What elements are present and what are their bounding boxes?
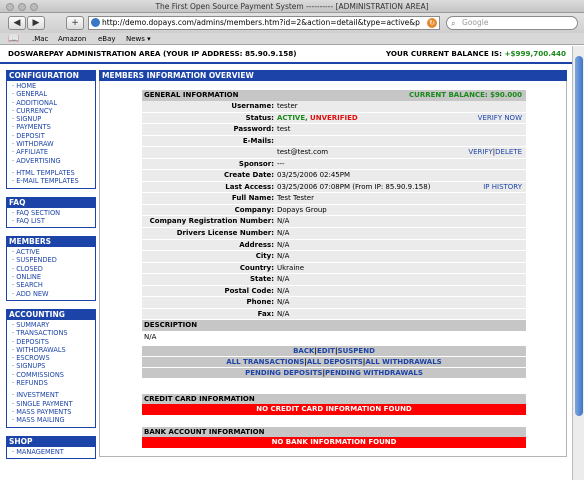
sidebar-item-escrows[interactable]: · ESCROWS [12,354,50,363]
sidebar-heading-configuration: CONFIGURATION [6,70,96,81]
verify-now-link[interactable]: VERIFY NOW [477,113,522,122]
info-row-username [142,101,526,113]
full-name-value: Test Tester [277,194,314,203]
emails-label: E-Mails: [242,136,274,145]
info-row-company-reg [142,216,526,228]
member-current-balance: CURRENT BALANCE: $90.000 [409,91,522,99]
info-row-phone [142,297,526,309]
pending-withdrawals-link[interactable]: PENDING WITHDRAWALS [325,369,423,378]
sidebar-item-deposits[interactable]: · DEPOSITS [12,337,49,346]
vertical-scrollbar[interactable] [572,46,584,480]
reload-icon[interactable]: ↻ [427,18,437,28]
pending-actions-row: PENDING DEPOSITS|PENDING WITHDRAWALS [142,367,526,378]
sidebar-heading-members: MEMBERS [6,236,96,247]
sidebar-item-add-new[interactable]: · ADD NEW [12,289,49,298]
address-bar[interactable] [88,16,440,30]
sidebar-section-shop [6,447,96,459]
balance-value: +$999,700.440 [504,49,566,58]
bookmark-mac[interactable]: .Mac [32,35,49,43]
address-label: Address: [239,240,274,249]
sidebar-item-online[interactable]: · ONLINE [12,273,42,282]
minimize-window-icon[interactable] [18,3,26,11]
drivers-license-label: Drivers License Number: [176,229,274,238]
sidebar-item-signups[interactable]: · SIGNUPS [12,362,46,371]
sidebar-item-transactions[interactable]: · TRANSACTIONS [12,329,68,338]
info-row-fax [142,309,526,321]
phone-value: N/A [277,298,290,307]
company-value: Dopays Group [277,205,327,214]
sidebar-item-currency[interactable]: · CURRENCY [12,106,53,115]
status-label: Status: [245,113,274,122]
delete-email-link[interactable]: DELETE [495,148,522,157]
sidebar-section-accounting [6,320,96,428]
sidebar-item-commissions[interactable]: · COMMISSIONS [12,370,64,379]
back-link[interactable]: BACK [293,347,315,356]
sidebar-item-suspended[interactable]: · SUSPENDED [12,256,57,265]
sponsor-label: Sponsor: [238,159,274,168]
sidebar-item-email-templates[interactable]: · E-MAIL TEMPLATES [12,177,79,186]
browser-toolbar [0,13,584,33]
company-reg-label: Company Registration Number: [149,217,274,226]
all-withdrawals-link[interactable]: ALL WITHDRAWALS [365,358,442,367]
admin-area-title: DOSWAREPAY ADMINISTRATION AREA (YOUR IP ADDRESS: 85.90.9.158) [8,49,297,58]
full-name-label: Full Name: [231,194,274,203]
all-deposits-link[interactable]: ALL DEPOSITS [306,358,363,367]
sidebar-item-payments[interactable]: · PAYMENTS [12,123,51,132]
info-row-emails [142,136,526,148]
sidebar-item-withdraw[interactable]: · WITHDRAW [12,140,54,149]
search-field[interactable] [446,16,578,30]
sidebar-item-advertising[interactable]: · ADVERTISING [12,156,61,165]
company-label: Company: [234,205,274,214]
fax-value: N/A [277,309,290,318]
sidebar-item-management[interactable]: · MANAGEMENT [12,447,64,456]
email-value: test@test.com [277,148,329,157]
address-value: N/A [277,240,290,249]
sidebar-section-configuration [6,81,96,189]
sidebar-heading-faq: FAQ [6,197,96,208]
bank-account-notice: NO BANK INFORMATION FOUND [142,437,526,448]
credit-card-panel [142,394,526,415]
credit-card-notice: NO CREDIT CARD INFORMATION FOUND [142,404,526,415]
info-row-full-name [142,193,526,205]
info-row-sponsor [142,159,526,171]
bookmark-news[interactable]: News ▾ [126,35,151,43]
add-bookmark-button[interactable]: + [66,16,84,30]
info-row-drivers-license [142,228,526,240]
info-row-country [142,263,526,275]
edit-link[interactable]: EDIT [316,347,335,356]
last-access-value: 03/25/2006 07:08PM (From IP: 85.90.9.158) [277,182,431,191]
bank-account-heading: BANK ACCOUNT INFORMATION [142,427,526,437]
sidebar-heading-accounting: ACCOUNTING [6,309,96,320]
verify-email-link[interactable]: VERIFY [468,148,493,157]
info-row-create-date [142,170,526,182]
window-titlebar [0,0,584,13]
url-text: http://demo.dopays.com/admins/members.htm?id=2&action=detail&type=active&p [102,18,420,27]
description-value: N/A [142,331,526,345]
sidebar-item-withdrawals[interactable]: · WITHDRAWALS [12,345,66,354]
balance-label: YOUR CURRENT BALANCE IS: [385,49,502,58]
sidebar-heading-shop: SHOP [6,436,96,447]
sidebar-item-general[interactable]: · GENERAL [12,90,48,99]
all-transactions-link[interactable]: ALL TRANSACTIONS [226,358,305,367]
country-label: Country: [239,263,274,272]
credit-card-heading: CREDIT CARD INFORMATION [142,394,526,404]
general-information-panel [142,90,526,378]
info-row-state [142,274,526,286]
sidebar-item-signup[interactable]: · SIGNUP [12,115,42,124]
info-row-status [142,113,526,125]
username-value: tester [277,102,298,110]
sidebar-item-affiliate[interactable]: · AFFILIATE [12,148,49,157]
close-window-icon[interactable] [6,3,14,11]
phone-label: Phone: [246,298,274,307]
info-row-company [142,205,526,217]
sidebar-item-single-payment[interactable]: · SINGLE PAYMENT [12,399,73,408]
sidebar-item-home[interactable]: · HOME [12,82,37,90]
sidebar-section-faq [6,208,96,229]
fax-label: Fax: [257,309,274,318]
city-value: N/A [277,252,290,261]
status-value [277,113,358,124]
password-value: test [277,125,291,134]
drivers-license-value: N/A [277,229,290,238]
info-row-postal-code [142,286,526,298]
info-row-email-entry [142,147,526,159]
company-reg-value: N/A [277,217,290,226]
postal-code-value: N/A [277,286,290,295]
sponsor-value: --- [277,159,285,168]
sidebar-item-faq-list[interactable]: · FAQ LIST [12,216,45,225]
app-header [0,46,584,64]
bookmark-amazon[interactable]: Amazon [58,35,87,43]
sidebar-item-search[interactable]: · SEARCH [12,281,43,290]
create-date-label: Create Date: [223,171,274,180]
bookmark-ebay[interactable]: eBay [98,35,116,43]
search-placeholder: Google [462,18,489,27]
bank-account-panel [142,427,526,448]
scrollbar-thumb[interactable] [575,56,583,416]
sidebar-item-active[interactable]: · ACTIVE [12,248,40,257]
zoom-window-icon[interactable] [30,3,38,11]
window-title: The First Open Source Payment System ---------- [ADMINISTRATION AREA] [155,2,429,11]
sidebar-item-mass-payments[interactable]: · MASS PAYMENTS [12,407,72,416]
sidebar-section-members [6,247,96,301]
state-value: N/A [277,275,290,284]
back-button[interactable]: ◀ [8,16,26,30]
pending-deposits-link[interactable]: PENDING DEPOSITS [245,369,323,378]
postal-code-label: Postal Code: [224,286,274,295]
email-actions: VERIFY|DELETE [468,148,522,157]
search-icon: ⌕ [451,19,456,28]
info-row-password [142,124,526,136]
description-heading: DESCRIPTION [142,320,526,331]
password-label: Password: [233,125,274,134]
transactions-actions-row: ALL TRANSACTIONS|ALL DEPOSITS|ALL WITHDRAWALS [142,356,526,367]
suspend-link[interactable]: SUSPEND [337,347,375,356]
general-information-title: GENERAL INFORMATION [144,91,239,99]
sidebar-item-closed[interactable]: · CLOSED [12,264,43,273]
sidebar-item-investment[interactable]: · INVESTMENT [12,391,59,400]
status-active: ACTIVE, [277,113,308,122]
info-row-last-access [142,182,526,194]
status-unverified: UNVERIFIED [310,113,358,122]
forward-button[interactable]: ▶ [27,16,45,30]
city-label: City: [255,252,274,261]
sidebar-item-faq-section[interactable]: · FAQ SECTION [12,208,61,217]
main-title: MEMBERS INFORMATION OVERVIEW [99,70,567,81]
username-label: Username: [231,102,274,110]
last-access-label: Last Access: [225,182,274,191]
sidebar-item-summary[interactable]: · SUMMARY [12,320,50,329]
sidebar-item-html-templates[interactable]: · HTML TEMPLATES [12,168,75,177]
sidebar-item-deposit[interactable]: · DEPOSIT [12,131,45,140]
sidebar-item-additional[interactable]: · ADDITIONAL [12,98,58,107]
info-row-city [142,251,526,263]
sidebar [6,70,96,459]
general-information-heading [142,90,526,101]
state-label: State: [249,275,274,284]
sidebar-item-refunds[interactable]: · REFUNDS [12,379,48,388]
info-row-address [142,240,526,252]
site-icon [91,18,100,27]
bookmarks-book-icon[interactable]: 📖 [8,34,20,44]
bookmarks-bar [0,33,584,45]
country-value: Ukraine [277,263,305,272]
create-date-value: 03/25/2006 02:45PM [277,171,351,180]
current-balance [386,46,566,62]
member-actions-row: BACK|EDIT|SUSPEND [142,345,526,356]
ip-history-link[interactable]: IP HISTORY [483,182,522,191]
sidebar-item-mass-mailing[interactable]: · MASS MAILING [12,416,65,425]
